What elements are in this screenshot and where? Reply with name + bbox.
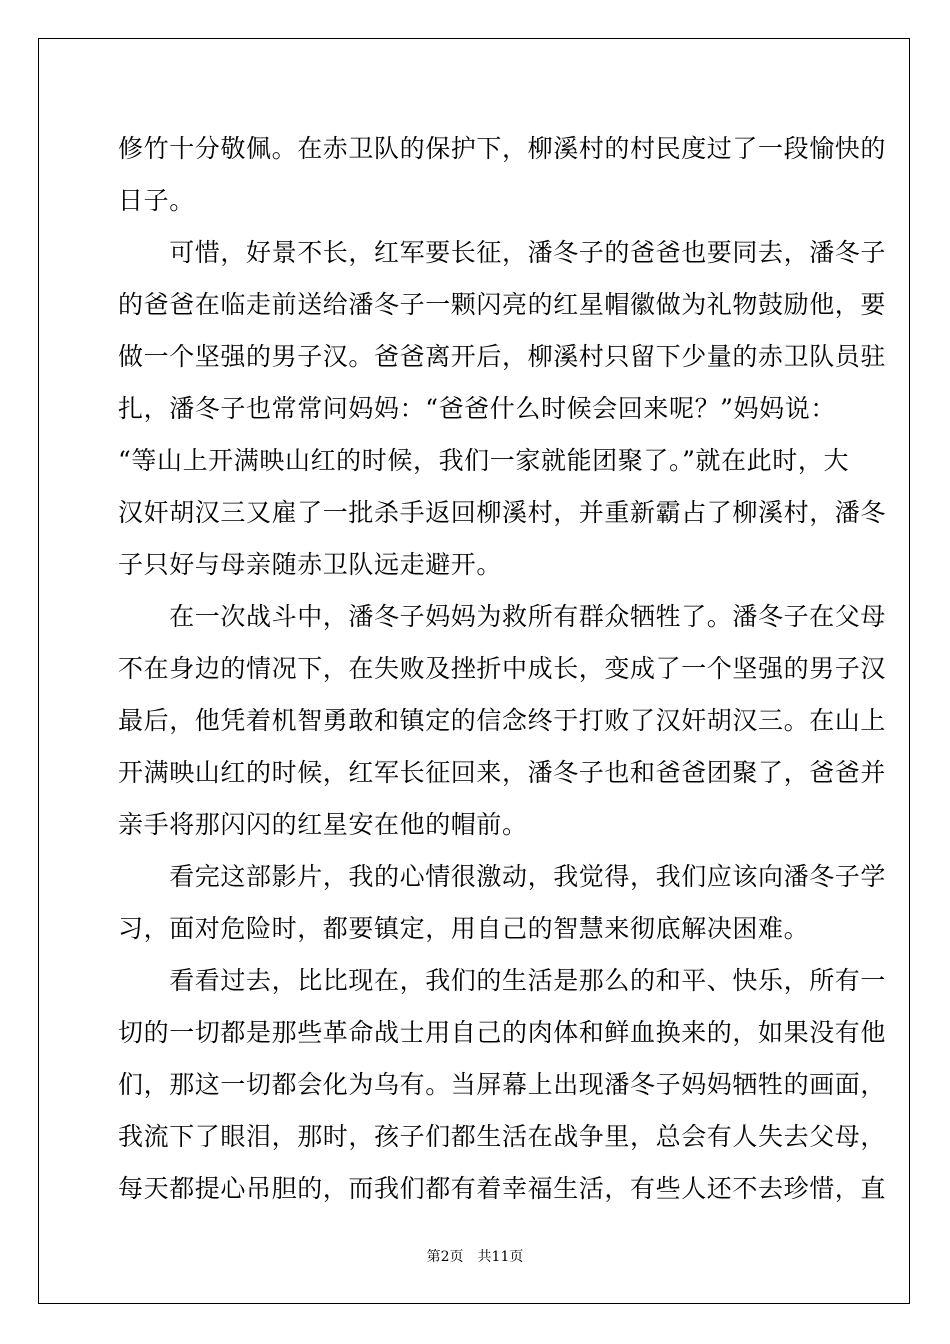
text-line: 开满映山红的时候，红军长征回来，潘冬子也和爸爸团聚了，爸爸并: [118, 758, 887, 787]
text-line: 汉奸胡汉三又雇了一批杀手返回柳溪村，并重新霸占了柳溪村，潘冬: [118, 498, 887, 527]
text-line: “等山上开满映山红的时候，我们一家就能团聚了。”就在此时，大: [118, 446, 850, 475]
text-line: 日子。: [118, 186, 195, 215]
text-line: 的爸爸在临走前送给潘冬子一颗闪亮的红星帽徽做为礼物鼓励他，要: [118, 290, 887, 319]
text-line: 扎，潘冬子也常常问妈妈：“爸爸什么时候会回来呢？”妈妈说：: [118, 394, 836, 423]
text-line: 看完这部影片，我的心情很激动，我觉得，我们应该向潘冬子学: [118, 862, 887, 891]
text-line: 修竹十分敬佩。在赤卫队的保护下，柳溪村的村民度过了一段愉快的: [118, 134, 887, 163]
text-line: 切的一切都是那些革命战士用自己的肉体和鲜血换来的，如果没有他: [118, 1018, 887, 1047]
text-line: 习，面对危险时，都要镇定，用自己的智慧来彻底解决困难。: [118, 914, 810, 943]
text-line: 我流下了眼泪，那时，孩子们都生活在战争里，总会有人失去父母，: [118, 1122, 887, 1151]
text-line: 看看过去，比比现在，我们的生活是那么的和平、快乐，所有一: [118, 966, 887, 995]
text-line: 最后，他凭着机智勇敢和镇定的信念终于打败了汉奸胡汉三。在山上: [118, 706, 887, 735]
page-number-footer: 第2页 共11页: [426, 1249, 524, 1265]
text-line: 做一个坚强的男子汉。爸爸离开后，柳溪村只留下少量的赤卫队员驻: [118, 342, 887, 371]
text-line: 在一次战斗中，潘冬子妈妈为救所有群众牺牲了。潘冬子在父母: [118, 602, 887, 631]
text-line: 们，那这一切都会化为乌有。当屏幕上出现潘冬子妈妈牺牲的画面，: [118, 1070, 887, 1099]
text-line: 不在身边的情况下，在失败及挫折中成长，变成了一个坚强的男子汉: [118, 654, 887, 683]
text-line: 每天都提心吊胆的，而我们都有着幸福生活，有些人还不去珍惜，直: [118, 1174, 887, 1203]
text-line: 亲手将那闪闪的红星安在他的帽前。: [118, 810, 528, 839]
text-line: 可惜，好景不长，红军要长征，潘冬子的爸爸也要同去，潘冬子: [118, 238, 887, 267]
text-line: 子只好与母亲随赤卫队远走避开。: [118, 550, 503, 579]
